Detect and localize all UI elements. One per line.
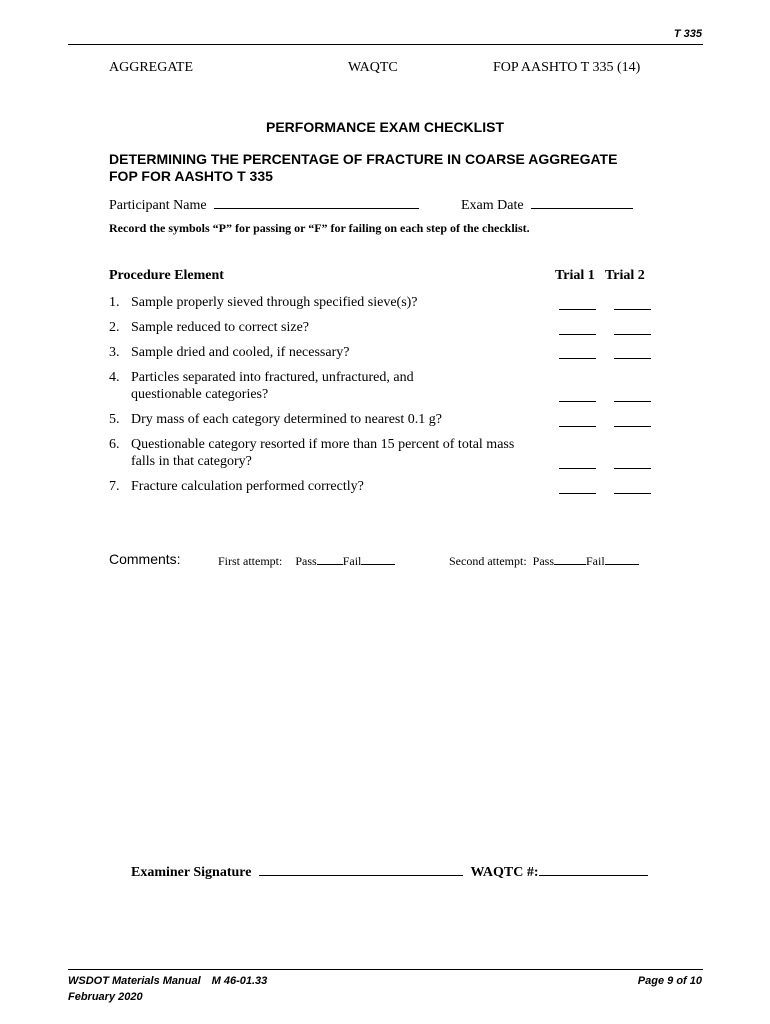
item-number: 1. [109,295,120,310]
footer-page-number: Page 9 of 10 [637,975,702,987]
item-text: Sample dried and cooled, if necessary? [131,345,350,360]
trial1-blank[interactable] [559,309,596,310]
pass-label: Pass [532,554,554,568]
item-number: 6. [109,437,120,452]
trial2-blank[interactable] [614,468,651,469]
second-pass-blank[interactable] [554,552,586,565]
item-text: Particles separated into fractured, unfractured, and questionable categories? [131,370,414,402]
item-text: Sample properly sieved through specified sieve(s)? [131,295,418,310]
item-text: Sample reduced to correct size? [131,320,310,335]
item-number: 7. [109,479,120,494]
trial2-blank[interactable] [614,426,651,427]
page-title: PERFORMANCE EXAM CHECKLIST [265,119,504,135]
footer-manual [68,975,267,987]
participant-name-field[interactable] [109,194,419,214]
item-text: Dry mass of each category determined to nearest 0.1 g? [131,412,442,427]
participant-name-label: Participant Name [109,198,207,213]
trial2-blank[interactable] [614,358,651,359]
item-number: 2. [109,320,120,335]
item-number: 5. [109,412,120,427]
procedure-heading: Procedure Element [109,268,224,283]
trial2-blank[interactable] [614,401,651,402]
header-left: AGGREGATE [109,60,193,75]
fail-label: Fail [586,554,605,568]
trial2-blank[interactable] [614,309,651,310]
header-rule [68,44,703,45]
examiner-signature-row [131,861,648,881]
footer-rule [68,969,703,970]
pass-label: Pass [295,554,317,568]
fail-label: Fail [342,554,362,568]
trial1-heading: Trial 1 [555,268,595,283]
footer-manual-code: M 46-01.33 [211,975,268,987]
first-pass-blank[interactable] [317,552,343,565]
second-attempt [449,552,639,569]
first-fail-blank[interactable] [361,552,395,565]
examiner-signature-label: Examiner Signature [131,865,252,880]
footer-manual-title: WSDOT Materials Manual [68,975,201,987]
exam-date-field[interactable] [461,194,633,214]
item-text: Questionable category resorted if more than 15 percent of total mass falls in that category? [131,437,515,469]
trial1-blank[interactable] [559,468,596,469]
trial1-blank[interactable] [559,358,596,359]
checklist-title-line2: FOP FOR AASHTO T 335 [109,168,273,184]
item-number: 3. [109,345,120,360]
waqtc-number-blank[interactable] [539,861,648,876]
comments-label: Comments: [109,551,181,567]
trial2-blank[interactable] [614,334,651,335]
waqtc-number-label: WAQTC #: [470,865,539,880]
trial1-blank[interactable] [559,401,596,402]
examiner-signature-blank[interactable] [259,861,463,876]
exam-date-blank[interactable] [531,194,633,209]
trial1-blank[interactable] [559,334,596,335]
item-number: 4. [109,370,120,385]
item-text: Fracture calculation performed correctly? [131,479,364,494]
trial1-blank[interactable] [559,493,596,494]
first-attempt [218,552,395,569]
checklist-title-line1: DETERMINING THE PERCENTAGE OF FRACTURE IN COARSE AGGREGATE [109,151,618,167]
header-right: FOP AASHTO T 335 (14) [493,60,641,75]
participant-name-blank[interactable] [214,194,419,209]
header-center: WAQTC [348,60,398,75]
trial1-blank[interactable] [559,426,596,427]
page-tag: T 335 [673,28,702,40]
second-fail-blank[interactable] [605,552,639,565]
trial2-heading: Trial 2 [605,268,645,283]
second-attempt-label: Second attempt: [449,554,527,568]
exam-date-label: Exam Date [461,198,524,213]
instruction-text: Record the symbols “P” for passing or “F” for failing on each step of the checklist. [109,221,530,235]
first-attempt-label: First attempt: [218,554,283,568]
trial2-blank[interactable] [614,493,651,494]
footer-date: February 2020 [68,991,143,1003]
